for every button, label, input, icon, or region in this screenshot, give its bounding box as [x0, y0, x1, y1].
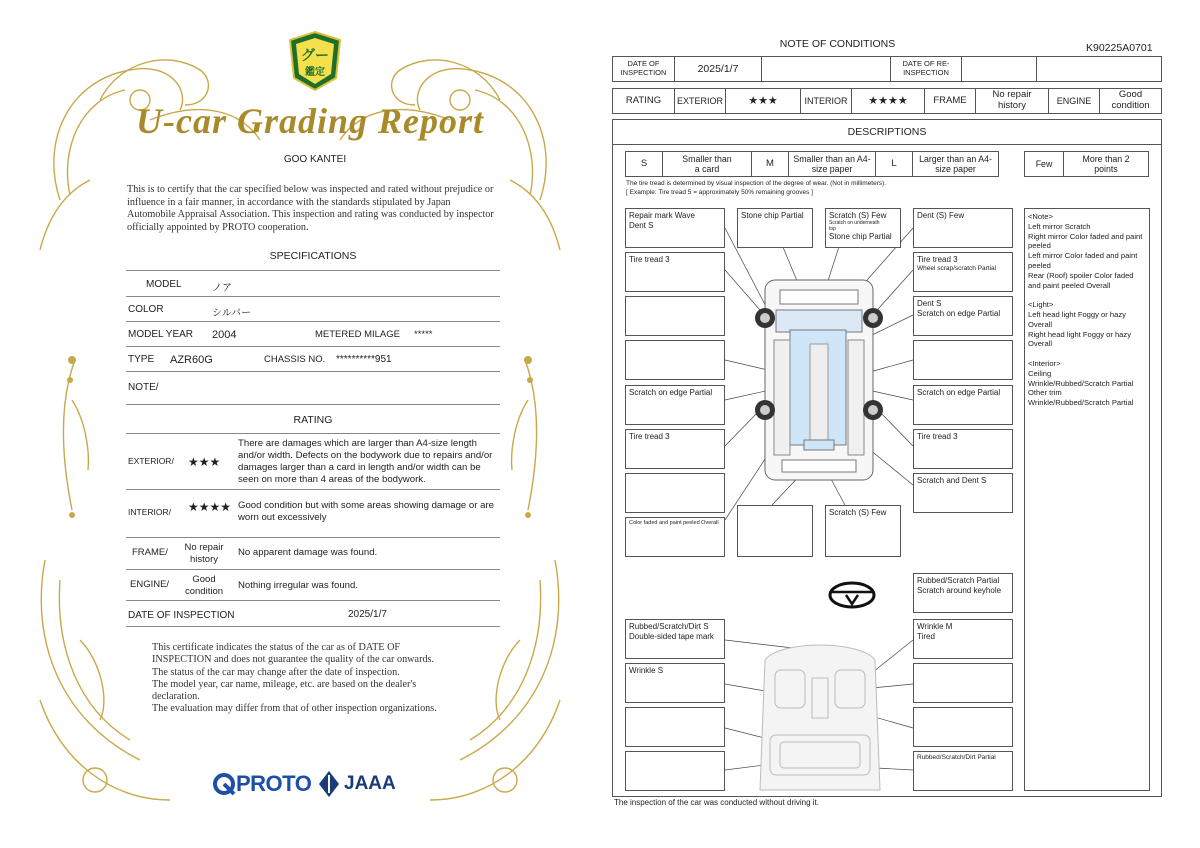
jaaa-logo — [318, 770, 396, 798]
condition-box: Rubbed/Scratch/Dirt Partial — [913, 751, 1013, 791]
condition-box: Repair mark Wave Dent S — [625, 208, 725, 248]
condition-box: Tire tread 3 — [625, 429, 725, 469]
note-line: Rear (Roof) spoiler Color faded and paint peeled Overall — [1028, 270, 1134, 290]
report-title: U-car Grading Report — [135, 101, 484, 141]
type-label: TYPE — [128, 354, 155, 365]
jaaa-brand: JAAA — [344, 773, 396, 794]
color-value: シルバー — [212, 308, 252, 319]
legend-s-text: Smaller than a card — [662, 151, 752, 177]
legend-l-text: Larger than an A4-size paper — [912, 151, 999, 177]
model-year-value: 2004 — [212, 329, 237, 341]
note-line: Left mirror Color faded and paint peeled — [1028, 251, 1138, 270]
condition-box: Tire tread 3 Wheel scrap/scratch Partial — [913, 252, 1013, 292]
date-insp-label: DATE OF INSPECTION — [612, 56, 675, 82]
logo-text: グー — [301, 48, 329, 64]
jaaa-mark-icon — [318, 770, 340, 798]
model-label: MODEL — [146, 279, 182, 290]
type-value: AZR60G — [170, 354, 213, 366]
frame-value: No repair history — [184, 542, 224, 565]
footer-line: INSPECTION and does not guarantee the quality of the car onwards. — [152, 654, 435, 666]
condition-box: Rubbed/Scratch/Dirt S Double-sided tape mark — [625, 619, 725, 659]
proto-brand: PROTO — [236, 771, 312, 796]
frame-label: FRAME — [924, 88, 976, 114]
engine-label: ENGINE — [1048, 88, 1100, 114]
footer-line: The status of the car may change after the date of inspection. — [152, 666, 400, 678]
footer-line: This certificate indicates the status of the car as of DATE OF — [152, 642, 401, 653]
model-year-label: MODEL YEAR — [128, 329, 194, 340]
goo-kantei-logo — [288, 30, 342, 92]
condition-box: Dent (S) Few — [913, 208, 1013, 248]
mileage-label: METERED MILAGE — [315, 329, 400, 340]
exterior-stars: ★★★ — [188, 455, 221, 469]
condition-box: Dent S Scratch on edge Partial — [913, 296, 1013, 336]
engine-value: Good condition — [184, 574, 224, 597]
condition-box: Tire tread 3 — [913, 429, 1013, 469]
note-line: Other trim — [1028, 388, 1062, 398]
date-reinsp-label: DATE OF RE-INSPECTION — [890, 56, 962, 82]
legend-m-text: Smaller than an A4-size paper — [788, 151, 876, 177]
condition-box — [913, 340, 1013, 380]
chassis-value: **********951 — [336, 354, 392, 365]
svg-text:鑑定: 鑑定 — [305, 67, 325, 78]
interior-label: INTERIOR — [800, 88, 852, 114]
engine-text: Nothing irregular was found. — [238, 580, 358, 591]
condition-box: Tire tread 3 — [625, 252, 725, 292]
certificate-footer — [152, 642, 492, 716]
date-insp-value: 2025/1/7 — [674, 56, 762, 82]
note-line — [1028, 290, 1146, 300]
condition-box: Scratch on edge Partial — [625, 385, 725, 425]
note-line: Ceiling — [1028, 368, 1052, 378]
descriptions-heading: DESCRIPTIONS — [612, 119, 1162, 145]
note-line: <Light> — [1028, 300, 1054, 310]
car-top-view — [755, 280, 883, 480]
footer-line: The evaluation may differ from that of other inspection organizations. — [152, 703, 437, 715]
condition-box: Color faded and paint peeled Overall — [625, 517, 725, 557]
legend-l-key: L — [875, 151, 913, 177]
report-id: K90225A0701 — [1086, 42, 1153, 54]
condition-box: Stone chip Partial — [737, 208, 813, 248]
legend-m-key: M — [751, 151, 789, 177]
frame-text: No apparent damage was found. — [238, 547, 378, 558]
note-line: Left head light Foggy or hazy Overall — [1028, 309, 1126, 329]
note-line: Wrinkle/Rubbed/Scratch Partial — [1028, 378, 1134, 388]
steering-wheel-icon — [830, 583, 874, 607]
car-interior-view — [760, 645, 880, 790]
condition-box — [625, 707, 725, 747]
condition-box — [625, 340, 725, 380]
note-line: <Note> — [1028, 212, 1053, 221]
legend-few-text: More than 2 points — [1063, 151, 1149, 177]
note-line: Right head light Foggy or hazy Overall — [1028, 329, 1131, 349]
tire-note-1: The tire tread is determined by visual inspection of the degree of wear. (Not in millimeters). — [626, 180, 887, 187]
note-label: NOTE/ — [128, 382, 159, 393]
specs-heading: SPECIFICATIONS — [269, 250, 357, 262]
mileage-value: ***** — [414, 329, 433, 340]
notes-panel — [1024, 208, 1150, 791]
condition-box: Wrinkle M Tired — [913, 619, 1013, 659]
condition-box: Scratch on edge Partial — [913, 385, 1013, 425]
certificate-intro: This is to certify that the car specified below was inspected and rated without prejudice or influence in a fair manner, in accordance with the standards stipulated by Japan Automobile Appraisal Association. This inspection and rating was conducted by inspector officially appointed by PROTO cooperation. — [127, 184, 494, 233]
engine-label: ENGINE/ — [130, 579, 170, 590]
condition-box — [625, 296, 725, 336]
footer-line: declaration. — [152, 691, 200, 703]
legend-s-key: S — [625, 151, 663, 177]
note-line: Left mirror Scratch — [1028, 221, 1091, 231]
footer-line: The model year, car name, mileage, etc. are based on the dealer's — [152, 678, 417, 690]
note-line: Wrinkle/Rubbed/Scratch Partial — [1028, 398, 1134, 408]
condition-box: Scratch and Dent S — [913, 473, 1013, 513]
condition-box: Scratch (S) Few — [825, 505, 901, 557]
frame-label: FRAME/ — [132, 547, 168, 558]
tire-note-2: [ Example: Tire tread 5 = approximately 50% remaining grooves ] — [626, 189, 813, 196]
interior-stars: ★★★★ — [851, 88, 925, 114]
exterior-text: There are damages which are larger than A4-size length and/or width. Defects on the bodywork due to repairs and/or damages larger than a card in length and/or width can be seen on more than 4 areas of the bodywork. — [238, 438, 493, 485]
rating-heading: RATING — [293, 414, 333, 426]
note-line — [1028, 349, 1146, 359]
date-value: 2025/1/7 — [348, 609, 387, 620]
model-value: ノア — [212, 283, 232, 294]
condition-box — [625, 473, 725, 513]
proto-logo — [212, 770, 311, 798]
rating-label: RATING — [612, 88, 675, 114]
condition-box: Wrinkle S — [625, 663, 725, 703]
chassis-label: CHASSIS NO. — [264, 354, 326, 365]
interior-label: INTERIOR/ — [128, 507, 171, 517]
condition-box — [913, 707, 1013, 747]
condition-box — [625, 751, 725, 791]
proto-mark-icon — [212, 772, 236, 796]
date-label: DATE OF INSPECTION — [128, 610, 235, 621]
condition-box — [913, 663, 1013, 703]
exterior-label: EXTERIOR — [674, 88, 726, 114]
note-line: <Interior> — [1028, 358, 1061, 368]
exterior-stars: ★★★ — [725, 88, 801, 114]
exterior-label: EXTERIOR/ — [128, 456, 174, 466]
conditions-title: NOTE OF CONDITIONS — [779, 38, 896, 50]
interior-text: Good condition but with some areas showing damage or are worn out excessively — [238, 500, 494, 523]
legend-few-key: Few — [1024, 151, 1064, 177]
note-line: Right mirror Color faded and paint peeled — [1028, 231, 1143, 251]
condition-box: Scratch (S) Few Scratch on underneath top Stone chip Partial — [825, 208, 901, 248]
frame-value: No repair history — [975, 88, 1049, 114]
interior-stars: ★★★★ — [188, 500, 232, 514]
report-subtitle: GOO KANTEI — [283, 154, 347, 165]
conditions-footer: The inspection of the car was conducted without driving it. — [614, 798, 819, 807]
engine-value: Good condition — [1099, 88, 1162, 114]
condition-box — [737, 505, 813, 557]
note-of-conditions — [600, 0, 1200, 848]
condition-box: Rubbed/Scratch Partial Scratch around keyhole — [913, 573, 1013, 613]
color-label: COLOR — [128, 304, 164, 315]
